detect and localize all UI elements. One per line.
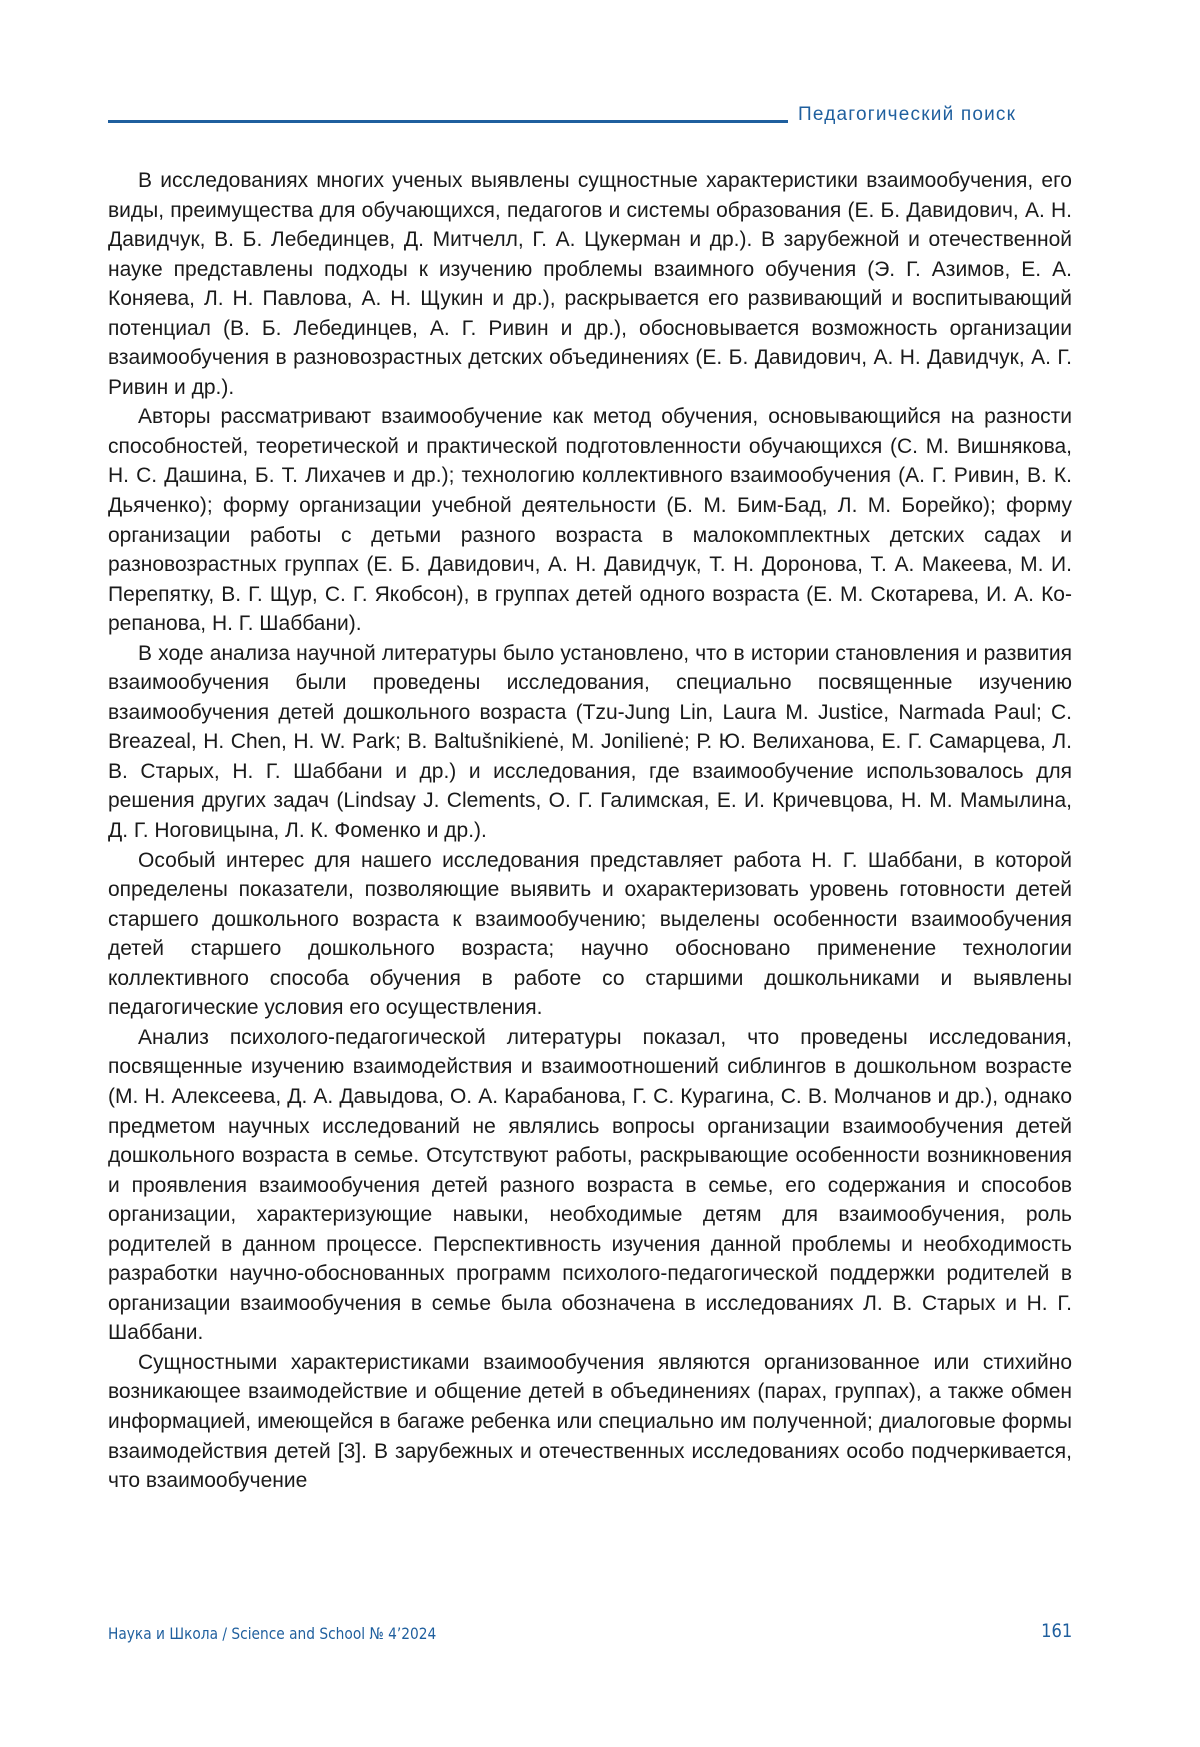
paragraph: Особый интерес для нашего исследования представляет работа Н. Г. Шаббани, в которой определены показатели, позволяющие выявить и охарактеризовать уровень готовности детей старшего дошкольного возраста к взаимообучению; выделены особенности взаимообучения детей старшего дошкольного возраста; научно обосновано применение технологии коллективного способа обучения в работе со старшими дошкольниками и выявлены педагогические условия его осуществления. bbox=[108, 848, 1072, 1020]
paragraph: Авторы рассматривают взаимообучение как метод обучения, основывающийся на разности способностей, теоретической и практической подготовленности обучающихся (С. М. Вишнякова, Н. С. Дашина, Б. Т. Лихачев и др.); технологию коллективного взаимообучения (А. Г. Ривин, В. К. Дьяченко); форму организации учебной деятельности (Б. М. Бим-Бад, Л. М. Борейко); форму организации работы с детьми разного возраста в малокомплектных детских садах и разновозрастных группах (Е. Б. Давидович, А. Н. Давидчук, Т. Н. Доронова, Т. А. Макеева, М. И. Перепятку, В. Г. Щур, С. Г. Якобсон), в группах детей одного возраста (Е. М. Скотарева, И. А. Корепанова, Н. Г. Шаббани). bbox=[108, 405, 1072, 636]
page-number: 161 bbox=[1040, 1620, 1072, 1642]
paragraph: В исследованиях многих ученых выявлены сущностные характеристики взаимообучения, его виды, преимущества для обучающихся, педагогов и системы образования (Е. Б. Давидович, А. Н. Давидчук, В. Б. Лебединцев, Д. Митчелл, Г. А. Цукерман и др.). В зарубежной и отечественной науке представлены подходы к изучению проблемы взаимного обучения (Э. Г. Азимов, Е. А. Коняева, Л. Н. Павлова, А. Н. Щукин и др.), раскрывается его развивающий и воспитывающий потенциал (В. Б. Лебединцев, А. Г. Ривин и др.), обосновывается возможность организации взаимообучения в разновозрастных детских объединениях (Е. Б. Давидович, А. Н. Давидчук, А. Г. Ривин и др.). bbox=[108, 169, 1072, 399]
article-body bbox=[108, 166, 1072, 1496]
journal-name: Наука и Школа / Science and School № 4’2024 bbox=[108, 1624, 437, 1643]
section-title: Педагогический поиск bbox=[798, 104, 1017, 125]
paragraph: Анализ психолого-педагогической литературы показал, что проведены исследования, посвященные изучению взаимодействия и взаимоотношений сиблингов в дошкольном возрасте (М. Н. Алексеева, Д. А. Давыдова, О. А. Карабанова, Г. С. Курагина, С. В. Молчанов и др.), однако предметом научных исследований не являлись вопросы организации взаимообучения детей дошкольного возраста в семье. Отсутствуют работы, раскрывающие особенности возникновения и проявления взаимообучения детей разного возраста в семье, его содержания и способов организации, характеризующие навыки, необходимые детям для взаимообучения, роль родителей в данном процессе. Перспективность изучения данной проблемы и необходимость разработки научно-обоснованных программ психолого-педагогической поддержки родителей в организации взаимообучения в семье была обозначена в исследованиях Л. В. Старых и Н. Г. Шаббани. bbox=[108, 1025, 1072, 1345]
paragraph: В ходе анализа научной литературы было установлено, что в истории становления и развития взаимообучения были проведены исследования, специально посвященные изучению взаимообучения детей дошкольного возраста (Tzu-Jung Lin, Laura M. Justice, Narmada Paul; C. Breazeal, H. Chen, H. W. Park; B. Baltušnikienė, M. Jonilienė; Р. Ю. Велиханова, Е. Г. Самарцева, Л. В. Старых, Н. Г. Шаббани и др.) и исследования, где взаимообучение использовалось для решения других задач (Lindsay J. Clements, О. Г. Галимская, Е. И. Кричевцова, Н. М. Мамылина, Д. Г. Ноговицына, Л. К. Фоменко и др.). bbox=[108, 641, 1072, 843]
header-rule bbox=[108, 120, 788, 123]
paragraph: Сущностными характеристиками взаимообучения являются организованное или стихийно возникающее взаимодействие и общение детей в объединениях (парах, группах), а также обмен информацией, имеющейся в багаже ребенка или специально им полученной; диалоговые формы взаимодействия детей [3]. В зарубежных и отечественных исследованиях особо подчеркивается, что взаимообучение bbox=[108, 1350, 1072, 1493]
